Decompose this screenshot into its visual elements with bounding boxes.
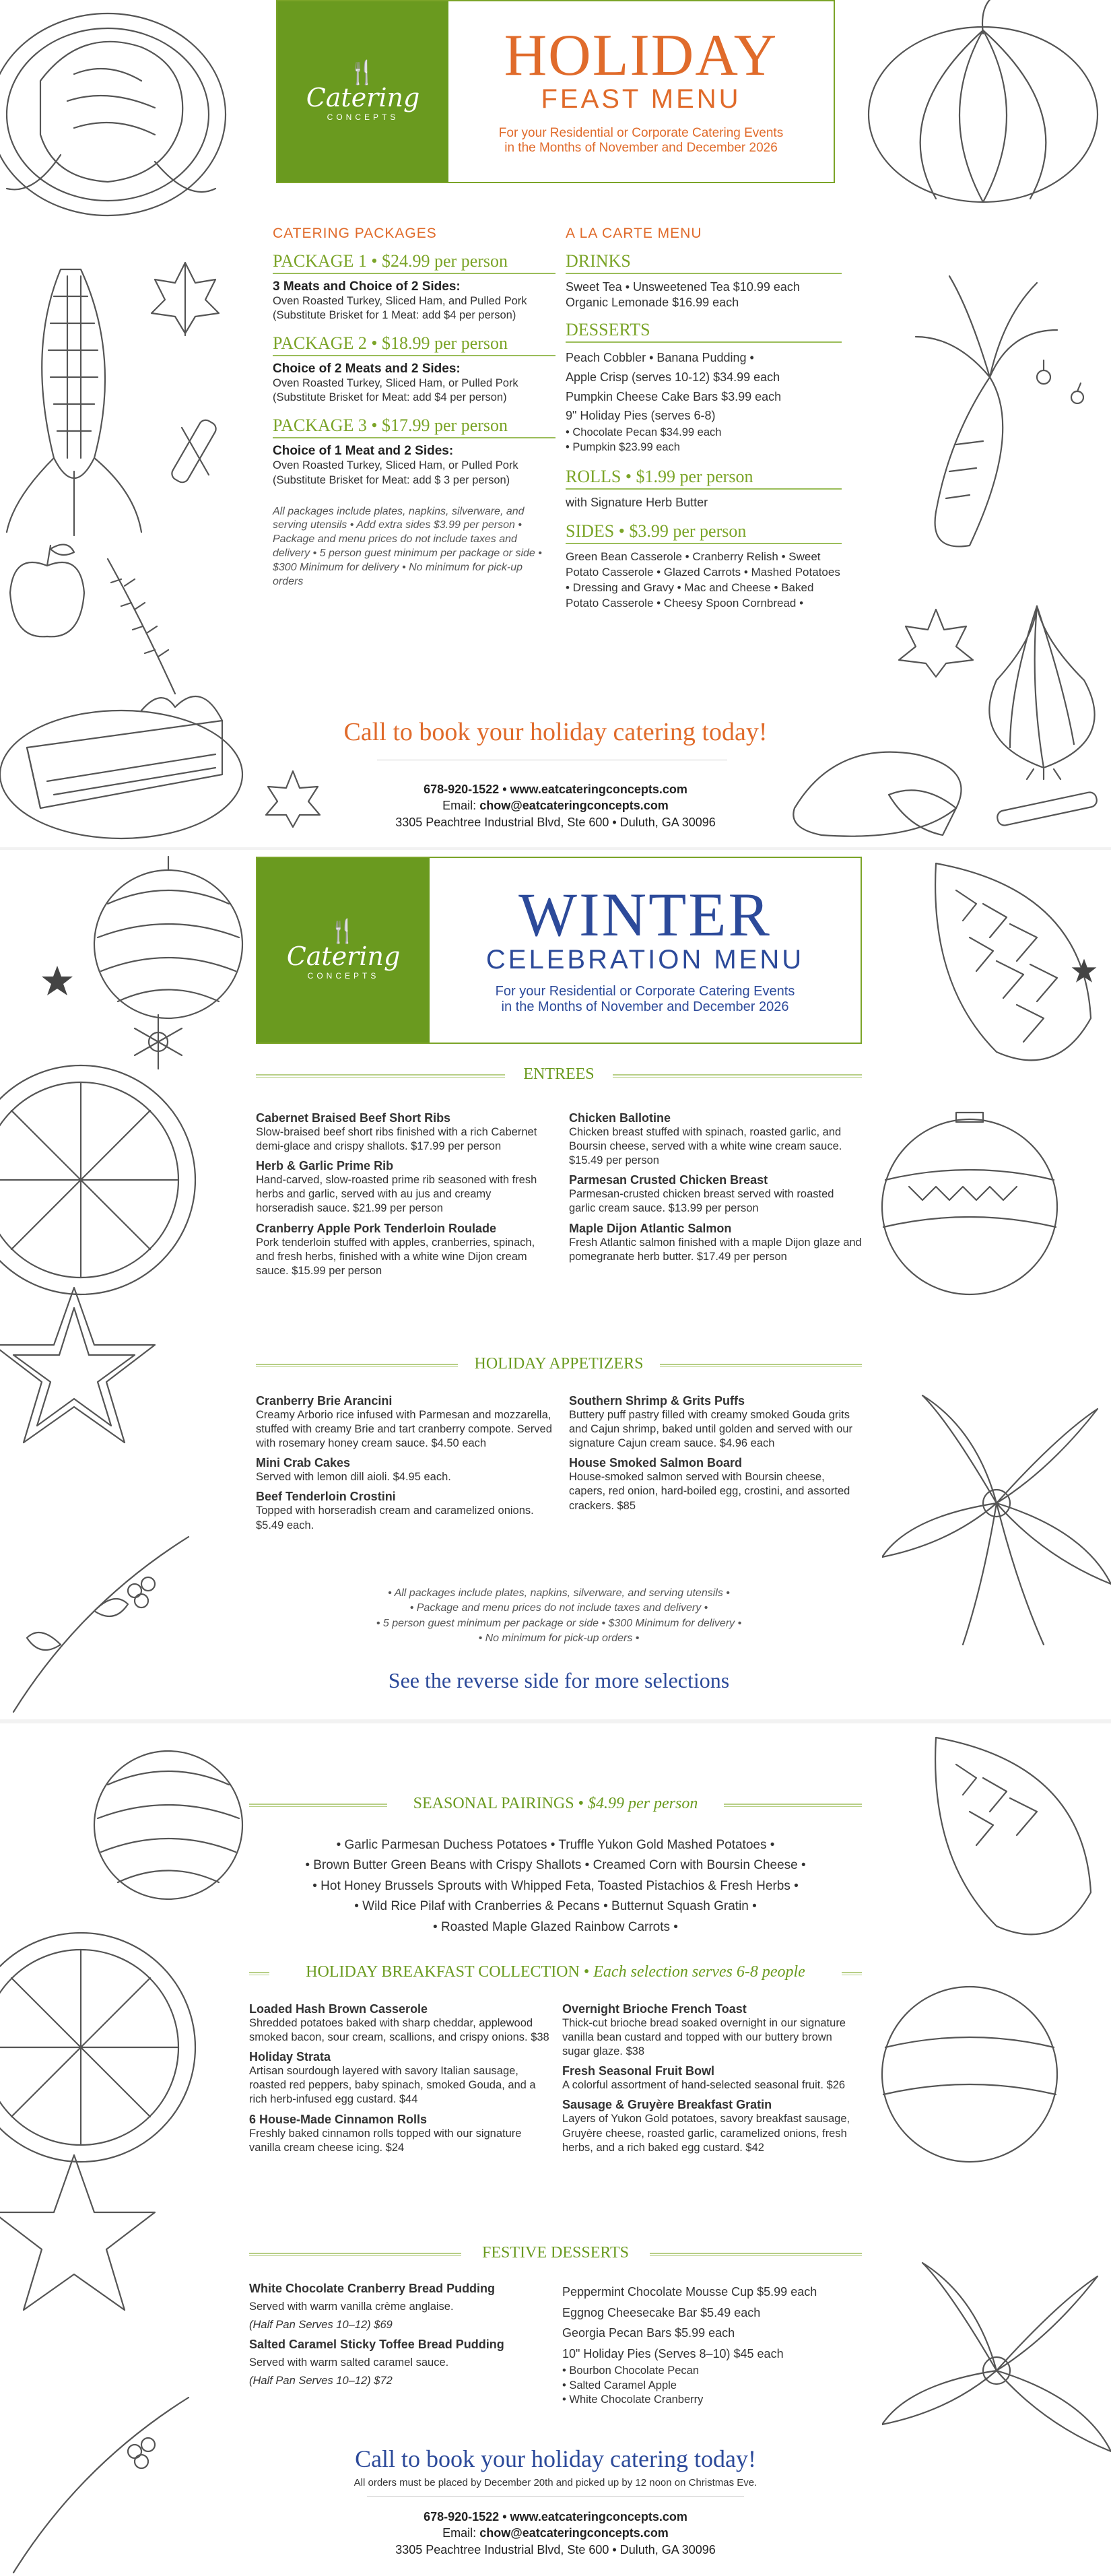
dessert-item: Georgia Pecan Bars $5.99 each — [562, 2326, 735, 2340]
pie-item: • Pumpkin $23.99 each — [566, 440, 842, 455]
leaf-illustration — [148, 256, 222, 337]
cinnamon-sticks-illustration — [990, 788, 1104, 835]
package-3 — [273, 416, 556, 487]
catering-packages-heading: CATERING PACKAGES — [273, 226, 437, 241]
entree-title: Cranberry Apple Pork Tenderloin Roulade — [256, 1221, 497, 1235]
entrees-right — [569, 1106, 862, 1264]
entree-desc: Parmesan-crusted chicken breast served with roasted garlic cream sauce. $13.99 per person — [569, 1188, 834, 1215]
holly-branch-illustration — [0, 1456, 202, 1719]
package-label: PACKAGE 3 • $17.99 per person — [273, 416, 556, 438]
breakfast-title: Fresh Seasonal Fruit Bowl — [562, 2064, 715, 2078]
pairings-label: SEASONAL PAIRINGS • — [413, 1795, 588, 1812]
dessert-item: Eggnog Cheesecake Bar $5.49 each — [562, 2305, 761, 2319]
package-2 — [273, 333, 556, 405]
page-separator — [0, 1719, 1111, 1723]
fork-knife-spoon-icon: 🍴 — [347, 60, 378, 86]
dessert-desc: Served with warm vanilla crème anglaise. — [249, 2301, 454, 2313]
orange-slice-illustration — [0, 1926, 202, 2169]
dessert-desc: Served with warm salted caramel sauce. — [249, 2356, 449, 2369]
star-cookie-illustration — [0, 2148, 162, 2323]
winter-title: WINTER — [518, 880, 772, 950]
catering-concepts-logo — [277, 1, 448, 182]
holiday-title: HOLIDAY — [504, 23, 778, 89]
holly-branch-illustration — [0, 2317, 202, 2576]
pairing-line: • Brown Butter Green Beans with Crispy Shallots • Creamed Corn with Boursin Cheese • — [305, 1858, 806, 1873]
email-label: Email: — [442, 2526, 480, 2540]
breakfast-left — [249, 1997, 552, 2155]
winter-celebration-page — [0, 850, 1111, 1719]
ornament-ball-illustration — [869, 1086, 1071, 1301]
pairing-line: • Garlic Parmesan Duchess Potatoes • Truffle Yukon Gold Mashed Potatoes • — [336, 1838, 775, 1852]
logo-small: CONCEPTS — [307, 970, 380, 981]
packages-note: All packages include plates, napkins, silverware, and serving utensils • Add extra sides $3.99 per person • Package and menu prices do not include taxes and delivery • 5 person guest minimum per package or side • $300 Minimum for delivery • No minimum for pick-up orders — [273, 505, 542, 587]
catering-packages-column — [273, 226, 556, 589]
entree-title: Parmesan Crusted Chicken Breast — [569, 1173, 768, 1187]
desserts-right — [562, 2282, 862, 2408]
breakfast-heading — [269, 1963, 842, 1981]
winter-tagline-2: in the Months of November and December 2026 — [501, 999, 789, 1014]
orange-slice-illustration — [0, 1059, 202, 1301]
apple-illustration — [0, 539, 94, 647]
holiday-header — [276, 0, 835, 183]
breakfast-desc: Thick-cut brioche bread soaked overnight in our signature vanilla bean custard and topped with our buttery brown sugar glaze. $38 — [562, 2017, 846, 2058]
dessert-item: Peppermint Chocolate Mousse Cup $5.99 each — [562, 2285, 817, 2299]
breakfast-title: Holiday Strata — [249, 2050, 331, 2064]
appetizer-desc: Creamy Arborio rice infused with Parmesan and mozzarella, stuffed with creamy Brie and tart cranberry compote. Served with rosemary honey cream sauce. $4.50 each — [256, 1409, 552, 1450]
ornament-illustration — [81, 1731, 256, 1906]
phone-website[interactable]: 678-920-1522 • www.eatcateringconcepts.com — [424, 783, 687, 796]
dessert-item: Peach Cobbler • Banana Pudding • — [566, 351, 754, 365]
logo-script: Catering — [286, 942, 401, 972]
turkey-illustration — [0, 0, 269, 242]
appetizer-desc: Buttery puff pastry filled with creamy smoked Gouda grits and Cajun shrimp, baked until golden and served with our signature Cajun cream sauce. $4.96 each — [569, 1409, 853, 1450]
reverse-side-note: See the reverse side for more selections — [388, 1668, 730, 1692]
email-label: Email: — [442, 799, 480, 813]
poinsettia-illustration — [882, 2236, 1111, 2519]
star-icon — [40, 964, 74, 998]
breakfast-desc: Freshly baked cinnamon rolls topped with our signature vanilla cream cheese icing. $24 — [249, 2127, 522, 2154]
entree-desc: Fresh Atlantic salmon finished with a maple Dijon glaze and pomegranate herb butter. $17.49 per person — [569, 1236, 862, 1263]
pairing-line: • Hot Honey Brussels Sprouts with Whipped Feta, Toasted Pistachios & Fresh Herbs • — [312, 1878, 799, 1893]
package-1 — [273, 251, 556, 323]
dessert-serve: (Half Pan Serves 10–12) $72 — [249, 2375, 393, 2387]
a-la-carte-column — [566, 226, 842, 612]
breakfast-title: Sausage & Gruyère Breakfast Gratin — [562, 2098, 772, 2112]
package-label: PACKAGE 1 • $24.99 per person — [273, 251, 556, 274]
entree-desc: Pork tenderloin stuffed with apples, cranberries, spinach, and fresh herbs, finished with a white wine Dijon cream sauce. $15.99 per person — [256, 1236, 535, 1277]
rolls-desc: with Signature Herb Butter — [566, 496, 708, 510]
cta-divider — [367, 2496, 744, 2497]
spice-illustration — [1023, 350, 1104, 418]
pairings-heading — [387, 1795, 724, 1813]
address: 3305 Peachtree Industrial Blvd, Ste 600 • Duluth, GA 30096 — [395, 815, 716, 829]
order-note: All orders must be placed by December 20th and picked up by 12 noon on Christmas Eve. — [354, 2477, 758, 2488]
holiday-tagline-1: For your Residential or Corporate Catering Events — [498, 125, 784, 140]
a-la-carte-heading: A LA CARTE MENU — [566, 226, 702, 241]
appetizer-title: Southern Shrimp & Grits Puffs — [569, 1394, 745, 1408]
appetizers-right — [569, 1389, 862, 1513]
logo-script: Catering — [306, 83, 420, 113]
dessert-serve: (Half Pan Serves 10–12) $69 — [249, 2319, 393, 2332]
entree-title: Maple Dijon Atlantic Salmon — [569, 1221, 732, 1235]
pie-list — [566, 426, 842, 455]
entree-title: Cabernet Braised Beef Short Ribs — [256, 1111, 451, 1125]
drink-item: Sweet Tea • Unsweetened Tea $10.99 each — [566, 280, 800, 294]
pie-item: • Bourbon Chocolate Pecan — [562, 2364, 862, 2378]
pie-item: • Salted Caramel Apple — [562, 2379, 862, 2393]
winter-header — [256, 857, 862, 1044]
breakfast-label: HOLIDAY BREAKFAST COLLECTION • — [306, 1963, 594, 1981]
dessert-item: 9" Holiday Pies (serves 6-8) — [566, 409, 716, 423]
breakfast-desc: Artisan sourdough layered with savory Italian sausage, roasted red peppers, baby spinach, smoked Gouda, and a rich herb-infused egg custard. $44 — [249, 2065, 536, 2106]
drink-item: Organic Lemonade $16.99 each — [566, 296, 739, 310]
package-title: Choice of 2 Meats and 2 Sides: — [273, 362, 461, 376]
package-desc: Oven Roasted Turkey, Sliced Ham, and Pulled Pork (Substitute Brisket for 1 Meat: add $4 per person) — [273, 295, 527, 322]
pairing-line: • Wild Rice Pilaf with Cranberries & Pecans • Butternut Squash Gratin • — [354, 1899, 757, 1914]
onion-illustration — [970, 593, 1111, 781]
pinecone-illustration — [896, 1724, 1111, 1967]
package-label: PACKAGE 2 • $18.99 per person — [273, 333, 556, 356]
entree-desc: Hand-carved, slow-roasted prime rib seasoned with fresh herbs and garlic, served with au jus and creamy horseradish sauce. $21.99 per person — [256, 1174, 537, 1215]
package-title: 3 Meats and Choice of 2 Sides: — [273, 279, 461, 294]
cinnamon-illustration — [155, 411, 236, 492]
email-link[interactable]: chow@eatcateringconcepts.com — [479, 799, 669, 813]
dessert-item: Pumpkin Cheese Cake Bars $3.99 each — [566, 389, 782, 403]
breakfast-desc: Shredded potatoes baked with sharp cheddar, applewood smoked bacon, sour cream, scallions, and crispy onions. $38 — [249, 2017, 549, 2044]
dessert-title: White Chocolate Cranberry Bread Pudding — [249, 2282, 496, 2295]
entree-title: Chicken Ballotine — [569, 1111, 671, 1125]
pairing-line: • Roasted Maple Glazed Rainbow Carrots • — [433, 1919, 678, 1934]
breakfast-right — [562, 1997, 862, 2155]
pumpkin-illustration — [855, 0, 1111, 216]
drinks-heading: DRINKS — [566, 251, 842, 274]
address: 3305 Peachtree Industrial Blvd, Ste 600 • Duluth, GA 30096 — [395, 2542, 716, 2556]
appetizer-desc: Topped with horseradish cream and caramelized onions. $5.49 each. — [256, 1505, 534, 1531]
appetizer-title: Mini Crab Cakes — [256, 1456, 351, 1470]
appetizer-desc: Served with lemon dill aioli. $4.95 each. — [256, 1471, 451, 1484]
package-desc: Oven Roasted Turkey, Sliced Ham, or Pulled Pork (Substitute Brisket for Meat: add $4 per person) — [273, 377, 518, 404]
pie-item: • Chocolate Pecan $34.99 each — [566, 426, 842, 440]
phone-website[interactable]: 678-920-1522 • www.eatcateringconcepts.com — [424, 2510, 687, 2523]
breakfast-title: 6 House-Made Cinnamon Rolls — [249, 2112, 428, 2126]
breakfast-desc: Layers of Yukon Gold potatoes, savory breakfast sausage, Gruyère cheese, roasted garlic, caramelized onions, fresh herbs, and a rich baked egg custard. $42 — [562, 2113, 850, 2154]
entrees-left — [256, 1106, 552, 1278]
pairings-price: $4.99 per person — [588, 1795, 698, 1812]
note-line: • No minimum for pick-up orders • — [478, 1632, 640, 1645]
pairings-list — [249, 1835, 862, 1938]
corn-illustration — [0, 256, 148, 539]
note-line: • Package and menu prices do not include taxes and delivery • — [409, 1602, 708, 1614]
reverse-contact — [249, 2509, 862, 2558]
appetizer-title: Cranberry Brie Arancini — [256, 1394, 393, 1408]
note-line: • All packages include plates, napkins, silverware, and serving utensils • — [388, 1587, 730, 1599]
holiday-tagline-2: in the Months of November and December 2026 — [504, 140, 778, 155]
breakfast-title: Overnight Brioche French Toast — [562, 2002, 747, 2016]
dessert-item: Apple Crisp (serves 10-12) $34.99 each — [566, 370, 780, 384]
dessert-title: Salted Caramel Sticky Toffee Bread Pudding — [249, 2338, 504, 2352]
holiday-contact — [276, 781, 835, 830]
poinsettia-illustration — [882, 1368, 1111, 1651]
festive-desserts-heading: FESTIVE DESSERTS — [461, 2244, 650, 2262]
fork-knife-spoon-icon: 🍴 — [328, 919, 359, 945]
reverse-side-page — [0, 1724, 1111, 2576]
ornament-ball-illustration — [869, 1953, 1071, 2169]
winter-tagline-1: For your Residential or Corporate Catering Events — [495, 983, 795, 999]
package-desc: Oven Roasted Turkey, Sliced Ham, or Pulled Pork (Substitute Brisket for Meat: add $ 3 per person) — [273, 459, 518, 486]
appetizer-title: House Smoked Salmon Board — [569, 1456, 743, 1470]
breakfast-title: Loaded Hash Brown Casserole — [249, 2002, 428, 2016]
pie-item: • White Chocolate Cranberry — [562, 2393, 862, 2407]
entrees-heading: ENTREES — [505, 1065, 613, 1084]
appetizers-left — [256, 1389, 552, 1533]
package-title: Choice of 1 Meat and 2 Sides: — [273, 444, 454, 459]
sides-heading: SIDES • $3.99 per person — [566, 521, 842, 544]
catering-concepts-logo — [257, 858, 430, 1043]
entree-desc: Slow-braised beef short ribs finished with a rich Cabernet demi-glace and crispy shallots. $17.99 per person — [256, 1126, 537, 1153]
star-cookie-illustration — [0, 1281, 162, 1456]
appetizer-title: Beef Tenderloin Crostini — [256, 1490, 396, 1504]
maple-leaf-illustration — [896, 606, 976, 680]
desserts-heading: DESSERTS — [566, 320, 842, 343]
rolls-heading: ROLLS • $1.99 per person — [566, 467, 842, 490]
appetizer-desc: House-smoked salmon served with Boursin cheese, capers, red onion, hard-boiled egg, crostini, and assorted crackers. $85 — [569, 1471, 850, 1512]
entree-title: Herb & Garlic Prime Rib — [256, 1159, 394, 1173]
breakfast-note: Each selection serves 6-8 people — [593, 1963, 805, 1981]
holiday-pie-list — [562, 2364, 862, 2407]
holiday-feast-page — [0, 0, 1111, 849]
holiday-subtitle: FEAST MENU — [541, 84, 741, 114]
pie-slice-illustration — [0, 673, 269, 842]
holiday-cta: Call to book your holiday catering today! — [343, 718, 768, 746]
reverse-cta: Call to book your holiday catering today! — [355, 2445, 756, 2472]
email-link[interactable]: chow@eatcateringconcepts.com — [479, 2526, 669, 2540]
sides-desc: Green Bean Casserole • Cranberry Relish • Sweet Potato Casserole • Glazed Carrots • Mashed Potatoes • Dressing and Gravy • Mac and Cheese • Baked Potato Casserole • Cheesy Spoon Cornbread • — [566, 550, 840, 609]
entree-desc: Chicken breast stuffed with spinach, roasted garlic, and Boursin cheese, served with a white wine cream sauce. $15.49 per person — [569, 1126, 842, 1167]
winter-notes — [256, 1586, 862, 1647]
appetizers-heading: HOLIDAY APPETIZERS — [458, 1355, 660, 1373]
winter-subtitle: CELEBRATION MENU — [485, 944, 805, 975]
breakfast-desc: A colorful assortment of hand-selected seasonal fruit. $26 — [562, 2079, 846, 2092]
star-icon — [1071, 958, 1098, 985]
desserts-left — [249, 2276, 552, 2388]
logo-small: CONCEPTS — [327, 112, 399, 122]
dessert-item: 10" Holiday Pies (Serves 8–10) $45 each — [562, 2346, 784, 2360]
note-line: • 5 person guest minimum per package or side • $300 Minimum for delivery • — [376, 1617, 742, 1629]
ornament-illustration — [81, 850, 256, 1025]
